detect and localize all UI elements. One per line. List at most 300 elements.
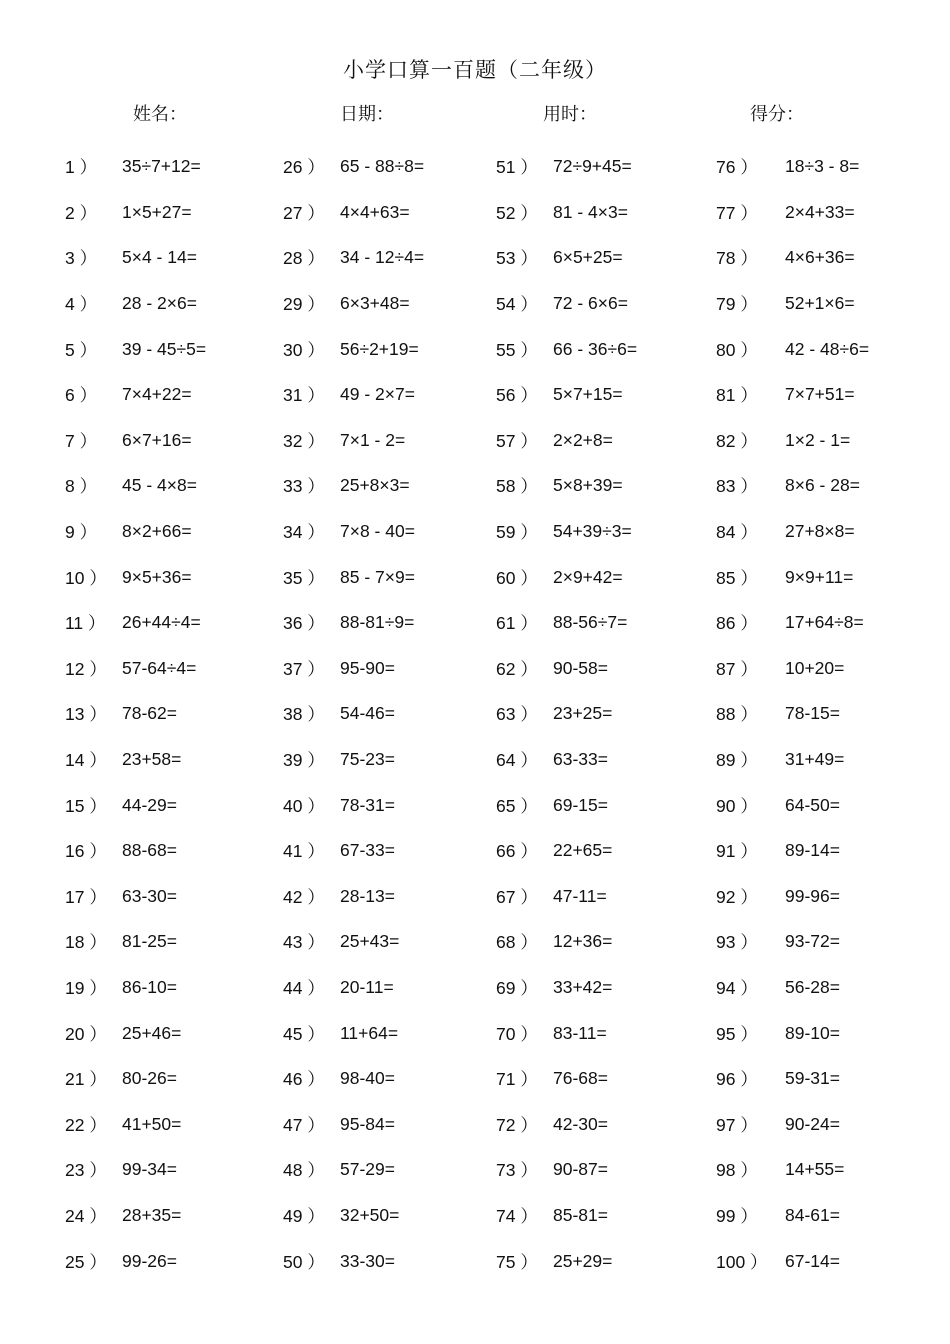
problem-number: 4 ） (65, 294, 98, 315)
problem-expression: 81 - 4×3= (553, 201, 628, 222)
date-label: 日期： (340, 104, 394, 125)
problem-number: 7 ） (65, 430, 98, 451)
problem-row (65, 965, 295, 1011)
problem-number: 89 ） (716, 750, 758, 771)
problem-row (283, 235, 513, 281)
problem-number: 23 ） (65, 1160, 107, 1181)
problem-row (65, 737, 295, 783)
problem-number: 49 ） (283, 1205, 325, 1226)
problem-expression: 1×2 - 1= (785, 429, 851, 450)
problem-row (716, 1056, 946, 1102)
problem-expression: 6×5+25= (553, 247, 623, 268)
problem-row (65, 1010, 295, 1056)
worksheet-title: 小学口算一百题（二年级） (343, 58, 607, 82)
problem-number: 73 ） (496, 1160, 538, 1181)
problem-expression: 65 - 88÷8= (340, 156, 425, 177)
problem-number: 84 ） (716, 522, 758, 543)
problem-expression: 78-15= (785, 703, 840, 724)
problem-expression: 52+1×6= (785, 293, 855, 314)
problem-expression: 25+43= (340, 931, 400, 952)
problem-row (496, 600, 726, 646)
problem-number: 93 ） (716, 932, 758, 953)
problem-number: 5 ） (65, 339, 98, 360)
problem-row (65, 235, 295, 281)
problem-expression: 57-64÷4= (122, 657, 197, 678)
problem-number: 8 ） (65, 476, 98, 497)
problem-expression: 10+20= (785, 657, 845, 678)
problem-row (496, 554, 726, 600)
problem-row (496, 326, 726, 372)
problem-number: 69 ） (496, 977, 538, 998)
problem-expression: 32+50= (340, 1204, 400, 1225)
problem-expression: 5×7+15= (553, 384, 623, 405)
problem-row (65, 1193, 295, 1239)
problem-number: 59 ） (496, 522, 538, 543)
problem-row (716, 509, 946, 555)
problem-number: 1 ） (65, 157, 98, 178)
problem-number: 45 ） (283, 1023, 325, 1044)
problem-number: 74 ） (496, 1205, 538, 1226)
problem-expression: 45 - 4×8= (122, 475, 197, 496)
problem-row (283, 463, 513, 509)
problem-expression: 9×9+11= (785, 566, 854, 587)
problem-row (283, 144, 513, 190)
problem-number: 94 ） (716, 977, 758, 998)
problem-expression: 7×8 - 40= (340, 521, 415, 542)
problem-number: 43 ） (283, 932, 325, 953)
problem-number: 83 ） (716, 476, 758, 497)
problem-number: 58 ） (496, 476, 538, 497)
problem-number: 13 ） (65, 704, 107, 725)
problem-number: 10 ） (65, 567, 107, 588)
problem-expression: 23+58= (122, 749, 182, 770)
problem-row (65, 554, 295, 600)
problem-row (283, 281, 513, 327)
problem-number: 51 ） (496, 157, 538, 178)
problem-number: 39 ） (283, 750, 325, 771)
problem-row (716, 235, 946, 281)
problem-expression: 75-23= (340, 749, 395, 770)
problem-number: 64 ） (496, 750, 538, 771)
problem-row (716, 782, 946, 828)
problem-expression: 63-33= (553, 749, 608, 770)
problem-number: 96 ） (716, 1069, 758, 1090)
problem-expression: 2×9+42= (553, 566, 623, 587)
problem-expression: 72÷9+45= (553, 156, 632, 177)
problem-expression: 5×4 - 14= (122, 247, 197, 268)
problem-expression: 84-61= (785, 1204, 840, 1225)
problem-number: 82 ） (716, 430, 758, 451)
problem-row (716, 281, 946, 327)
problem-expression: 56-28= (785, 976, 840, 997)
problem-row (283, 600, 513, 646)
problem-expression: 49 - 2×7= (340, 384, 415, 405)
problem-row (65, 1147, 295, 1193)
problem-expression: 89-14= (785, 840, 840, 861)
problem-number: 19 ） (65, 977, 107, 998)
problem-number: 68 ） (496, 932, 538, 953)
problem-expression: 1×5+27= (122, 201, 192, 222)
problem-row (65, 190, 295, 236)
problem-expression: 26+44÷4= (122, 612, 201, 633)
problem-expression: 89-10= (785, 1022, 840, 1043)
problem-expression: 90-87= (553, 1159, 608, 1180)
problem-number: 31 ） (283, 385, 325, 406)
problem-number: 21 ） (65, 1069, 107, 1090)
problem-number: 32 ） (283, 430, 325, 451)
problem-number: 62 ） (496, 658, 538, 679)
problem-row (283, 737, 513, 783)
problem-expression: 34 - 12÷4= (340, 247, 425, 268)
problem-number: 77 ） (716, 202, 758, 223)
problem-expression: 28-13= (340, 885, 395, 906)
problem-expression: 22+65= (553, 840, 613, 861)
problem-row (496, 828, 726, 874)
problem-expression: 67-14= (785, 1250, 840, 1271)
problem-expression: 86-10= (122, 976, 177, 997)
problem-row (283, 190, 513, 236)
problem-expression: 63-30= (122, 885, 177, 906)
problem-number: 85 ） (716, 567, 758, 588)
problem-expression: 90-58= (553, 657, 608, 678)
problem-expression: 59-31= (785, 1068, 840, 1089)
problem-row (65, 1101, 295, 1147)
problem-number: 34 ） (283, 522, 325, 543)
problem-expression: 81-25= (122, 931, 177, 952)
problem-row (65, 1238, 295, 1284)
problem-number: 92 ） (716, 886, 758, 907)
problem-row (716, 190, 946, 236)
problem-row (496, 646, 726, 692)
problem-number: 72 ） (496, 1114, 538, 1135)
problem-row (283, 919, 513, 965)
problem-number: 54 ） (496, 294, 538, 315)
problem-row (496, 737, 726, 783)
problem-row (283, 326, 513, 372)
problem-expression: 9×5+36= (122, 566, 192, 587)
problem-row (65, 509, 295, 555)
problem-number: 66 ） (496, 841, 538, 862)
problem-number: 2 ） (65, 202, 98, 223)
problem-number: 11 ） (65, 613, 106, 634)
problem-row (283, 418, 513, 464)
problem-expression: 83-11= (553, 1022, 607, 1043)
problem-number: 26 ） (283, 157, 325, 178)
problem-row (496, 874, 726, 920)
problem-number: 57 ） (496, 430, 538, 451)
problem-number: 46 ） (283, 1069, 325, 1090)
problem-row (65, 326, 295, 372)
problem-column-1 (65, 144, 295, 1284)
problem-expression: 4×4+63= (340, 201, 410, 222)
problem-expression: 33-30= (340, 1250, 395, 1271)
problem-expression: 28 - 2×6= (122, 293, 197, 314)
problem-column-2 (283, 144, 513, 1284)
problem-expression: 2×4+33= (785, 201, 855, 222)
problem-row (496, 1238, 726, 1284)
score-label: 得分： (750, 104, 804, 125)
problem-expression: 11+64= (340, 1022, 399, 1043)
problem-column-4 (716, 144, 946, 1284)
problem-number: 76 ） (716, 157, 758, 178)
problem-row (65, 782, 295, 828)
problem-expression: 23+25= (553, 703, 613, 724)
problem-row (283, 1238, 513, 1284)
problem-number: 3 ） (65, 248, 98, 269)
problem-row (496, 281, 726, 327)
problem-row (716, 1010, 946, 1056)
problem-number: 75 ） (496, 1251, 538, 1272)
problem-row (716, 691, 946, 737)
problem-expression: 42-30= (553, 1113, 608, 1134)
problem-row (716, 463, 946, 509)
problem-row (283, 1010, 513, 1056)
problem-row (716, 828, 946, 874)
problem-expression: 95-90= (340, 657, 395, 678)
problem-number: 14 ） (65, 750, 107, 771)
problem-number: 88 ） (716, 704, 758, 725)
problem-row (496, 965, 726, 1011)
problem-number: 42 ） (283, 886, 325, 907)
problem-expression: 14+55= (785, 1159, 845, 1180)
problem-number: 90 ） (716, 795, 758, 816)
problem-expression: 47-11= (553, 885, 607, 906)
problem-expression: 12+36= (553, 931, 613, 952)
problem-expression: 8×6 - 28= (785, 475, 860, 496)
problem-number: 36 ） (283, 613, 325, 634)
problem-row (496, 463, 726, 509)
problem-row (65, 874, 295, 920)
problem-number: 35 ） (283, 567, 325, 588)
problem-row (65, 418, 295, 464)
problem-expression: 57-29= (340, 1159, 395, 1180)
problem-number: 55 ） (496, 339, 538, 360)
problem-row (65, 372, 295, 418)
problem-expression: 80-26= (122, 1068, 177, 1089)
problem-expression: 6×3+48= (340, 293, 410, 314)
problem-number: 15 ） (65, 795, 107, 816)
problem-expression: 7×7+51= (785, 384, 855, 405)
problem-row (716, 874, 946, 920)
problem-number: 97 ） (716, 1114, 758, 1135)
problem-row (496, 1056, 726, 1102)
problem-number: 95 ） (716, 1023, 758, 1044)
problem-number: 6 ） (65, 385, 98, 406)
problem-row (496, 782, 726, 828)
problem-expression: 78-31= (340, 794, 395, 815)
problem-row (496, 190, 726, 236)
name-label: 姓名： (133, 104, 187, 125)
problem-row (65, 600, 295, 646)
problem-expression: 67-33= (340, 840, 395, 861)
problem-expression: 54+39÷3= (553, 521, 632, 542)
problem-expression: 85 - 7×9= (340, 566, 415, 587)
problem-row (496, 509, 726, 555)
problem-expression: 42 - 48÷6= (785, 338, 870, 359)
problem-row (716, 554, 946, 600)
problem-expression: 88-81÷9= (340, 612, 415, 633)
problem-number: 86 ） (716, 613, 758, 634)
problem-expression: 64-50= (785, 794, 840, 815)
problem-number: 65 ） (496, 795, 538, 816)
problem-row (496, 1147, 726, 1193)
problem-number: 71 ） (496, 1069, 538, 1090)
problem-expression: 78-62= (122, 703, 177, 724)
problem-row (65, 691, 295, 737)
problem-number: 79 ） (716, 294, 758, 315)
problem-number: 29 ） (283, 294, 325, 315)
problem-expression: 54-46= (340, 703, 395, 724)
problem-column-3 (496, 144, 726, 1284)
problem-number: 60 ） (496, 567, 538, 588)
problem-row (283, 782, 513, 828)
problem-number: 44 ） (283, 977, 325, 998)
problem-number: 99 ） (716, 1205, 758, 1226)
problem-row (283, 1101, 513, 1147)
problem-expression: 28+35= (122, 1204, 182, 1225)
problem-expression: 31+49= (785, 749, 845, 770)
problem-expression: 99-26= (122, 1250, 177, 1271)
problem-row (716, 965, 946, 1011)
problem-number: 9 ） (65, 522, 98, 543)
problem-expression: 35÷7+12= (122, 156, 201, 177)
problem-row (716, 144, 946, 190)
problem-number: 30 ） (283, 339, 325, 360)
problem-expression: 6×7+16= (122, 429, 192, 450)
problem-row (716, 1238, 946, 1284)
problem-number: 78 ） (716, 248, 758, 269)
problem-row (716, 600, 946, 646)
problem-expression: 27+8×8= (785, 521, 855, 542)
problem-number: 47 ） (283, 1114, 325, 1135)
problem-expression: 8×2+66= (122, 521, 192, 542)
problem-number: 24 ） (65, 1205, 107, 1226)
problem-expression: 93-72= (785, 931, 840, 952)
problem-expression: 4×6+36= (785, 247, 855, 268)
problem-number: 53 ） (496, 248, 538, 269)
problem-row (496, 1101, 726, 1147)
problem-expression: 99-96= (785, 885, 840, 906)
problem-row (283, 509, 513, 555)
problem-row (65, 281, 295, 327)
problem-row (716, 737, 946, 783)
problem-expression: 20-11= (340, 976, 394, 997)
problem-number: 63 ） (496, 704, 538, 725)
problem-row (283, 1056, 513, 1102)
problem-expression: 39 - 45÷5= (122, 338, 207, 359)
problem-row (496, 144, 726, 190)
problem-expression: 66 - 36÷6= (553, 338, 638, 359)
problem-row (65, 828, 295, 874)
problem-number: 22 ） (65, 1114, 107, 1135)
problem-row (65, 463, 295, 509)
problem-number: 98 ） (716, 1160, 758, 1181)
problem-number: 27 ） (283, 202, 325, 223)
problem-row (496, 418, 726, 464)
problem-number: 48 ） (283, 1160, 325, 1181)
problem-row (496, 691, 726, 737)
problem-row (496, 235, 726, 281)
problem-number: 41 ） (283, 841, 325, 862)
problem-expression: 7×1 - 2= (340, 429, 406, 450)
problem-number: 20 ） (65, 1023, 107, 1044)
problem-row (716, 1101, 946, 1147)
problem-number: 67 ） (496, 886, 538, 907)
problem-number: 38 ） (283, 704, 325, 725)
problem-row (716, 1147, 946, 1193)
problem-row (496, 1193, 726, 1239)
problem-row (716, 326, 946, 372)
problem-row (283, 1193, 513, 1239)
problem-row (65, 919, 295, 965)
problem-expression: 33+42= (553, 976, 613, 997)
problem-number: 56 ） (496, 385, 538, 406)
time-label: 用时： (543, 104, 597, 125)
problem-number: 25 ） (65, 1251, 107, 1272)
problem-expression: 2×2+8= (553, 429, 613, 450)
problem-row (496, 1010, 726, 1056)
problem-expression: 44-29= (122, 794, 177, 815)
problem-row (283, 828, 513, 874)
problem-number: 52 ） (496, 202, 538, 223)
problem-expression: 88-56÷7= (553, 612, 628, 633)
problem-number: 33 ） (283, 476, 325, 497)
problem-row (283, 874, 513, 920)
problem-row (65, 144, 295, 190)
problem-expression: 17+64÷8= (785, 612, 864, 633)
problem-number: 91 ） (716, 841, 758, 862)
problem-expression: 41+50= (122, 1113, 182, 1134)
problem-row (283, 691, 513, 737)
problem-expression: 69-15= (553, 794, 608, 815)
problem-expression: 95-84= (340, 1113, 395, 1134)
problem-number: 12 ） (65, 658, 107, 679)
problem-number: 28 ） (283, 248, 325, 269)
problem-row (283, 646, 513, 692)
problem-row (283, 1147, 513, 1193)
problem-row (65, 1056, 295, 1102)
problem-number: 17 ） (65, 886, 107, 907)
problem-expression: 18÷3 - 8= (785, 156, 860, 177)
problem-number: 100 ） (716, 1251, 768, 1272)
problem-number: 18 ） (65, 932, 107, 953)
problem-expression: 25+8×3= (340, 475, 410, 496)
problem-expression: 76-68= (553, 1068, 608, 1089)
problem-number: 81 ） (716, 385, 758, 406)
problem-number: 70 ） (496, 1023, 538, 1044)
problem-row (716, 919, 946, 965)
problem-row (716, 418, 946, 464)
problem-expression: 72 - 6×6= (553, 293, 628, 314)
problem-row (283, 965, 513, 1011)
problem-number: 80 ） (716, 339, 758, 360)
problem-row (496, 372, 726, 418)
problem-expression: 25+29= (553, 1250, 613, 1271)
problem-expression: 5×8+39= (553, 475, 623, 496)
problem-number: 50 ） (283, 1251, 325, 1272)
problem-expression: 88-68= (122, 840, 177, 861)
problem-number: 40 ） (283, 795, 325, 816)
problem-expression: 56÷2+19= (340, 338, 419, 359)
problem-number: 37 ） (283, 658, 325, 679)
problem-number: 87 ） (716, 658, 758, 679)
problem-row (716, 1193, 946, 1239)
problem-row (65, 646, 295, 692)
problem-expression: 25+46= (122, 1022, 182, 1043)
problem-number: 16 ） (65, 841, 107, 862)
problem-expression: 98-40= (340, 1068, 395, 1089)
problem-row (716, 646, 946, 692)
